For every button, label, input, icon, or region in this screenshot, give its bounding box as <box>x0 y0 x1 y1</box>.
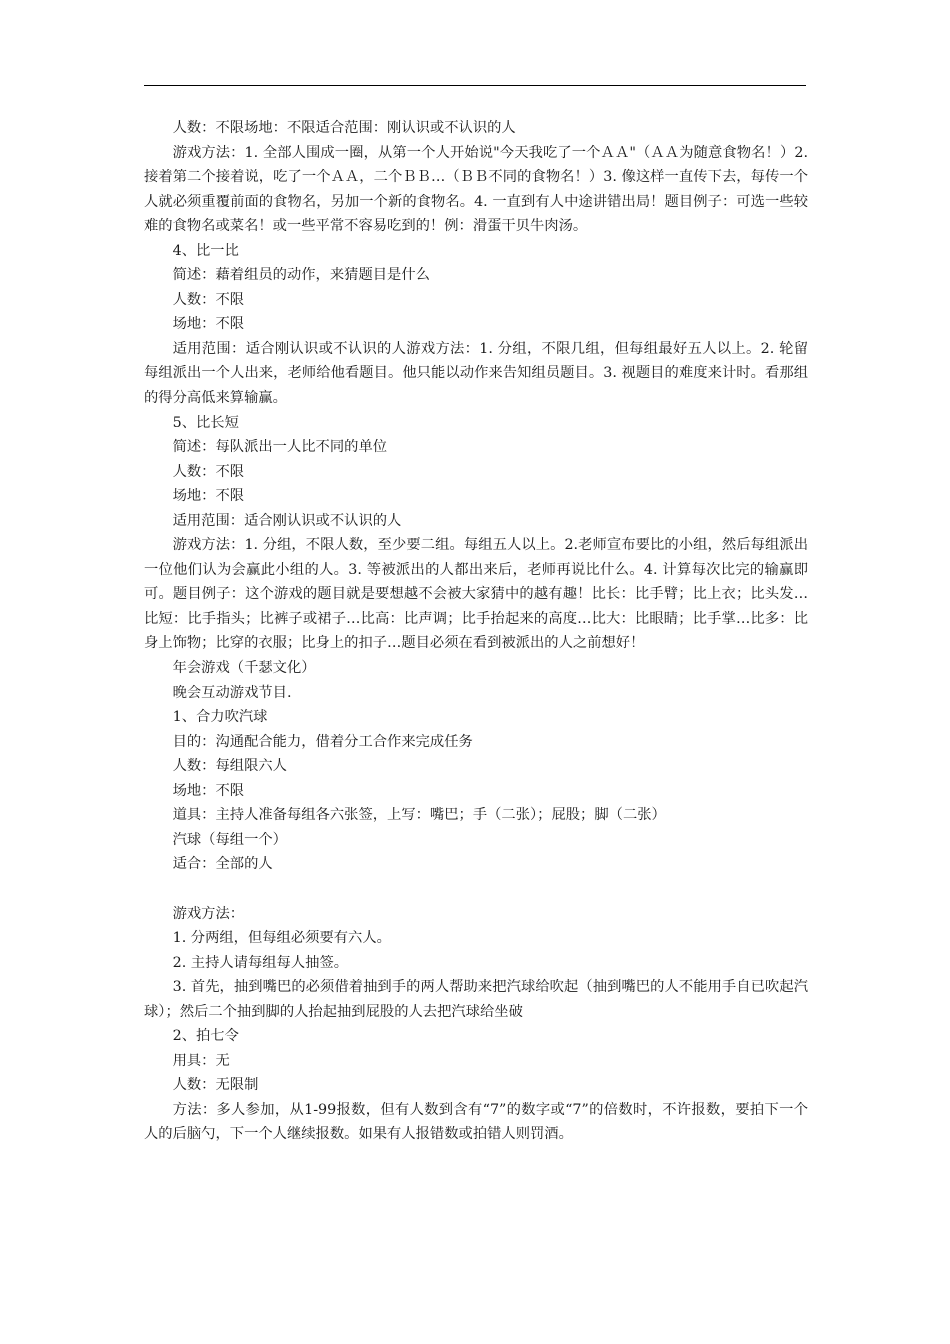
section-heading: 5、比长短 <box>172 414 239 431</box>
section-heading: 4、比一比 <box>172 242 239 259</box>
paragraph: 用具：无 <box>172 1052 230 1069</box>
paragraph: 道具：主持人准备每组各六张签，上写：嘴巴；手（二张）；屁股；脚（二张） <box>172 807 666 824</box>
paragraph: 适用范围：适合刚认识或不认识的人 <box>172 512 402 529</box>
paragraph: 场地：不限 <box>172 782 245 799</box>
paragraph: 简述：藉着组员的动作，来猜题目是什么 <box>172 267 430 284</box>
paragraph: 晚会互动游戏节目. <box>172 684 292 701</box>
paragraph: 2. 主持人请每组每人抽签。 <box>172 954 349 971</box>
paragraph: 方法：多人参加，从1-99报数，但有人数到含有“7”的数字或“7”的倍数时，不许报数，要拍下一个人的后脑勺，下一个人继续报数。如果有人报错数或拍错人则罚酒。 <box>144 1101 808 1143</box>
paragraph: 人数：不限 <box>172 291 245 308</box>
paragraph: 简述：每队派出一人比不同的单位 <box>172 439 388 456</box>
paragraph: 人数：无限制 <box>172 1077 259 1094</box>
blank-line <box>144 877 808 902</box>
paragraph: 人数：不限场地：不限适合范围：刚认识或不认识的人 <box>172 120 516 136</box>
section-heading: 年会游戏（千瑟文化） <box>172 660 316 677</box>
paragraph: 场地：不限 <box>172 316 245 333</box>
section-heading: 1、合力吹汽球 <box>172 709 268 726</box>
paragraph: 场地：不限 <box>172 488 245 505</box>
header-rule <box>144 85 806 86</box>
paragraph: 适合：全部的人 <box>172 856 273 873</box>
paragraph: 适用范围：适合刚认识或不认识的人游戏方法：1. 分组，不限几组，但每组最好五人以上。2. 轮留每组派出一个人出来，老师给他看题目。他只能以动作来告知组员题目。3. 视题目的难度来计时。看那组的得分高低来算输赢。 <box>144 340 808 407</box>
document-body <box>144 116 808 1147</box>
paragraph: 汽球（每组一个） <box>172 831 287 848</box>
paragraph: 1. 分两组，但每组必须要有六人。 <box>172 930 391 947</box>
paragraph: 人数：每组限六人 <box>172 758 287 775</box>
paragraph: 游戏方法：1. 分组，不限人数，至少要二组。每组五人以上。2.老师宣布要比的小组，然后每组派出一位他们认为会赢此小组的人。3. 等被派出的人都出来后，老师再说比什么。4. 计算每次比完的输赢即可。题目例子：这个游戏的题目就是要想越不会被大家猜中的越有趣！比长：比手臂；比上衣；比头发…比短：比手指头；比裤子或裙子…比高：比声调；比手抬起来的高度…比大：比眼睛；比手掌…比多：比身上饰物；比穿的衣服；比身上的扣子…题目必须在看到被派出的人之前想好！ <box>144 537 808 652</box>
paragraph: 目的：沟通配合能力，借着分工合作来完成任务 <box>172 733 473 750</box>
paragraph: 3. 首先，抽到嘴巴的必须借着抽到手的两人帮助来把汽球给吹起（抽到嘴巴的人不能用手自已吹起汽球）；然后二个抽到脚的人抬起抽到屁股的人去把汽球给坐破 <box>144 979 808 1020</box>
section-heading: 2、拍七令 <box>172 1028 239 1045</box>
paragraph: 游戏方法：1. 全部人围成一圈，从第一个人开始说"今天我吃了一个ＡＡ"（ＡＡ为随意食物名！）2. 接着第二个接着说，吃了一个ＡＡ，二个ＢＢ…（ＢＢ不同的食物名！）3. 像这样一直传下去，每传一个人就必须重覆前面的食物名，另加一个新的食物名。4. 一直到有人中途讲错出局！题目例子：可选一些较难的食物名或菜名！或一些平常不容易吃到的！例：滑蛋干贝牛肉汤。 <box>144 144 808 235</box>
paragraph: 人数：不限 <box>172 463 245 480</box>
paragraph: 游戏方法： <box>172 905 245 922</box>
